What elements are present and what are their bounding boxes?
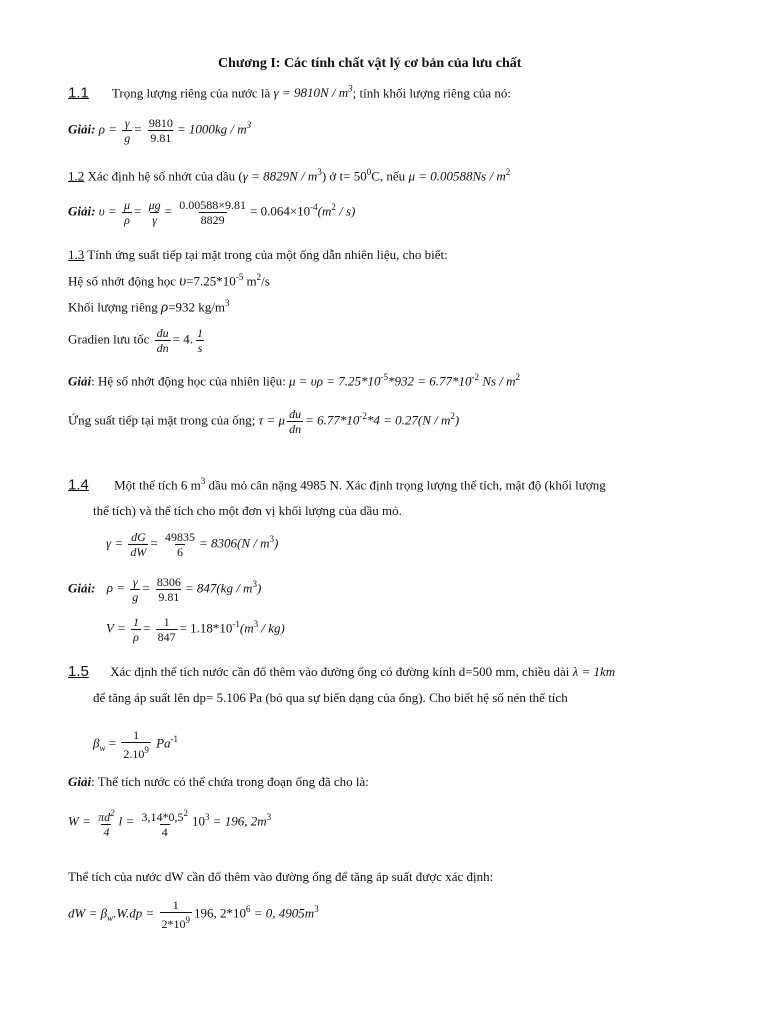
- problem-number: 1.1: [68, 84, 89, 102]
- equation-w: W = $\frac{\pi d^2}{4}$ l = $\frac{3,14*0,5^2}{4}$ $10^3 = 196$, $2m^3$: [68, 808, 272, 839]
- equation-beta: $\beta_w$ = $\frac{1}{2.10^9}$ $Pa^{-1}$: [93, 728, 179, 761]
- problem-number: 1.5: [68, 663, 89, 680]
- solution-1-2: Giải: υ = $\frac{\mu}{\rho}$ = $\frac{\mu g}{\gamma}$ = $\frac{0.00588\times 9.81}{8829}$ = $0.064\times 10^{-4}(m^2 / s)$: [68, 198, 356, 227]
- solution-1-3-stress: Ứng suất tiếp tại mặt trong của ống; τ = μ $\frac{du}{dn}$ = $6.77*10^{-2}*4 = 0.27(N / m^2)$: [68, 407, 460, 436]
- problem-1-5: 1.5 Xác định thể tích nước cần đổ thêm vào đường ống có đường kính d=500 mm, chiều dài λ = 1km: [68, 663, 616, 680]
- solution-1-1: Giải: ρ = $\frac{\gamma}{g}$ = $\frac{9810}{9.81}$ = $1000kg / m^3$: [68, 116, 252, 145]
- problem-number: 1.2: [68, 168, 85, 184]
- problem-1-4-cont: thể tích) và thể tích cho một đơn vị khối lượng của dầu mỏ.: [93, 503, 402, 518]
- problem-1-3: 1.3 Tính ứng suất tiếp tại mặt trong của một ống dẫn nhiên liệu, cho biết:: [68, 247, 448, 262]
- fraction: $\frac{\gamma}{g}$: [124, 116, 131, 145]
- given-gradient: Gradien lưu tốc $\frac{du}{dn}$ = 4. $\frac{1}{s}$: [68, 326, 204, 355]
- formula: $\gamma = 9810N / m^3$: [273, 84, 353, 101]
- solution-1-5-cont: Thể tích của nước dW cần đổ thêm vào đường ống để tăng áp suất được xác định:: [68, 869, 494, 884]
- problem-number: 1.3: [68, 247, 85, 262]
- problem-text: ; tính khối lượng riêng của nó:: [352, 85, 511, 101]
- equation-rho: Giải: ρ = $\frac{\gamma}{g}$ = $\frac{8306}{9.81}$ = $847(kg / m^3)$: [68, 575, 262, 604]
- fraction: $\frac{9810}{9.81}$: [148, 116, 173, 145]
- problem-1-1: [68, 84, 511, 101]
- problem-text: Trọng lượng riêng của nước là: [111, 85, 271, 101]
- solution-label: Giải: [68, 121, 92, 137]
- given-density: Khối lượng riêng ρ=932 $kg/m^3$: [68, 298, 230, 316]
- solution-1-5: Giải: Thể tích nước có thể chứa trong đoạn ống đã cho là:: [68, 774, 369, 789]
- problem-1-5-cont: để tăng áp suất lên dp= 5.106 Pa (bỏ qua sự biến dạng của ống). Cho biết hệ số nén thể tích: [93, 690, 568, 705]
- problem-number: 1.4: [68, 476, 89, 494]
- given-viscosity: Hệ số nhớt động học $\upsilon=7.25*10^{-5}$ $m^2/s$: [68, 272, 270, 290]
- problem-1-2: 1.2 Xác định hệ số nhớt của dầu $(\gamma = 8829N / m^3)$ ở $t= 50^0C$, nếu $\mu = 0.00588Ns / m^2$: [68, 167, 511, 184]
- solution-1-3: Giải: Hệ số nhớt động học của nhiên liệu: $\mu = \upsilon\rho = 7.25*10^{-5}*932 = 6.77*10^{-2}$ Ns / $m^2$: [68, 372, 521, 389]
- equation-dw: dW = $\beta_w.W.dp$ = $\frac{1}{2*10^9}$ 196, $2*10^6 = 0$, $4905m^3$: [68, 898, 319, 931]
- equation-gamma: γ = $\frac{dG}{dW}$ = $\frac{49835}{6}$ = $8306(N / m^3)$: [106, 530, 279, 559]
- page-title: Chương I: Các tính chất vật lý cơ bản của lưu chất: [218, 56, 522, 71]
- problem-1-4: 1.4 Một thể tích 6 $m^3$ dầu mỏ cân nặng 4985 N. Xác định trọng lượng thể tích, mật độ (khối lượng: [68, 476, 606, 494]
- equation-volume: V = $\frac{1}{\rho}$ = $\frac{1}{847}$ = $1.18*10^{-1}(m^3 / kg)$: [106, 615, 285, 644]
